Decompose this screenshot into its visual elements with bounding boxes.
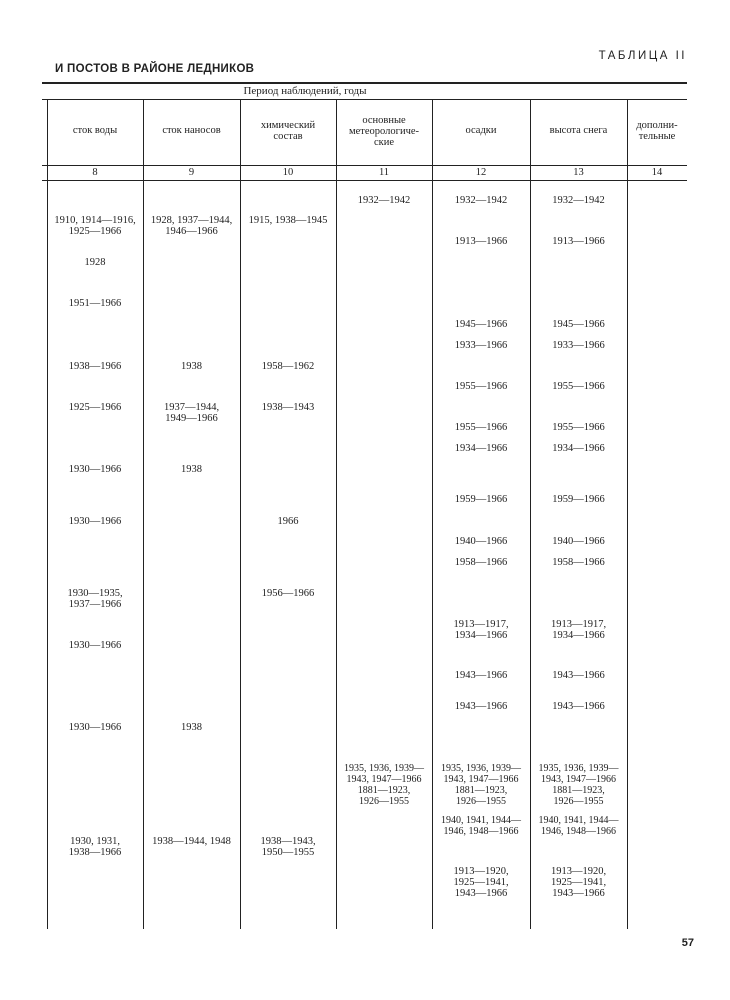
table-cell: 1938	[181, 464, 202, 475]
table-cell: 1910, 1914—1916, 1925—1966	[54, 215, 136, 237]
table-cell: 1940—1966	[454, 536, 508, 547]
table-cell: 1940, 1941, 1944— 1946, 1948—1966	[441, 815, 521, 837]
table-cell: 1940—1966	[552, 536, 605, 547]
colhead-water-runoff: сток воды	[72, 125, 118, 136]
table-cell: 1933—1966	[454, 340, 508, 351]
table-cell: 1937—1944, 1949—1966	[163, 402, 220, 424]
table-cell: 1933—1966	[552, 340, 605, 351]
period-rule	[42, 99, 687, 100]
table-cell: 1938	[181, 361, 202, 372]
table-cell: 1943—1966	[454, 670, 508, 681]
table-cell: 1955—1966	[552, 422, 605, 433]
table-cell: 1932—1942	[357, 195, 411, 206]
table-cell: 1956—1966	[261, 588, 315, 599]
colhead-sediment-runoff: сток наносов	[162, 125, 221, 136]
table-cell: 1934—1966	[454, 443, 508, 454]
table-cell: 1935, 1936, 1939— 1943, 1947—1966 1881—1923, 1926—1955	[441, 763, 521, 807]
colhead-snow-height: высота снега	[549, 125, 608, 136]
table-cell: 1958—1966	[552, 557, 605, 568]
table-cell: 1966	[277, 516, 299, 527]
table-cell: 1959—1966	[552, 494, 605, 505]
table-cell: 1938—1943	[261, 402, 315, 413]
table-cell: 1915, 1938—1945	[248, 215, 328, 226]
table-cell: 1913—1920, 1925—1941, 1943—1966	[550, 866, 607, 899]
colhead-chemical: химический состав	[260, 120, 316, 142]
table-cell: 1943—1966	[552, 701, 605, 712]
top-rule	[42, 82, 687, 84]
table-cell: 1932—1942	[552, 195, 605, 206]
colnum-10: 10	[282, 167, 294, 178]
table-cell: 1938—1943, 1950—1955	[260, 836, 316, 858]
table-cell: 1945—1966	[454, 319, 508, 330]
table-cell: 1930—1966	[68, 722, 122, 733]
page-number: 57	[681, 937, 694, 949]
table-cell: 1959—1966	[454, 494, 508, 505]
col-divider-13-14	[627, 99, 628, 929]
colnum-9: 9	[188, 167, 195, 178]
table-cell: 1930—1966	[68, 464, 122, 475]
table-cell: 1943—1966	[454, 701, 508, 712]
table-cell: 1913—1917, 1934—1966	[550, 619, 607, 641]
page-title: И ПОСТОВ В РАЙОНЕ ЛЕДНИКОВ	[55, 63, 255, 75]
colnum-12: 12	[475, 167, 487, 178]
table-cell: 1958—1966	[454, 557, 508, 568]
table-cell: 1928, 1937—1944, 1946—1966	[150, 215, 233, 237]
table-cell: 1955—1966	[454, 381, 508, 392]
colnum-14: 14	[651, 167, 663, 178]
colnum-8: 8	[92, 167, 98, 178]
table-cell: 1938—1966	[68, 361, 122, 372]
table-cell: 1935, 1936, 1939— 1943, 1947—1966 1881—1923, 1926—1955	[538, 763, 619, 807]
table-cell: 1930—1966	[68, 640, 122, 651]
colhead-meteo: основные метеорологиче- ские	[348, 115, 420, 148]
table-cell: 1938—1944, 1948	[152, 836, 231, 847]
table-cell: 1928	[84, 257, 106, 268]
table-cell: 1935, 1936, 1939— 1943, 1947—1966 1881—1923, 1926—1955	[344, 763, 424, 807]
table-cell: 1945—1966	[552, 319, 605, 330]
table-cell: 1934—1966	[552, 443, 605, 454]
number-rule	[42, 180, 687, 181]
table-cell: 1958—1962	[261, 361, 315, 372]
table-cell: 1930—1966	[68, 516, 122, 527]
table-cell: 1951—1966	[68, 298, 122, 309]
table-cell: 1913—1917, 1934—1966	[453, 619, 509, 641]
header-rule	[42, 165, 687, 166]
table-cell: 1913—1966	[454, 236, 508, 247]
table-cell: 1955—1966	[552, 381, 605, 392]
table-cell: 1932—1942	[454, 195, 508, 206]
table-cell: 1955—1966	[454, 422, 508, 433]
table-cell: 1930—1935, 1937—1966	[67, 588, 123, 610]
table-cell: 1943—1966	[552, 670, 605, 681]
colnum-13: 13	[573, 167, 584, 178]
table-number: ТАБЛИЦА II	[598, 50, 687, 62]
table-cell: 1938	[181, 722, 202, 733]
table-cell: 1930, 1931, 1938—1966	[68, 836, 122, 858]
table-cell: 1940, 1941, 1944— 1946, 1948—1966	[538, 815, 619, 837]
colhead-precipitation: осадки	[465, 125, 497, 136]
table-cell: 1913—1920, 1925—1941, 1943—1966	[453, 866, 509, 899]
period-label: Период наблюдений, годы	[243, 85, 367, 97]
colnum-11: 11	[378, 167, 390, 178]
table-cell: 1925—1966	[68, 402, 122, 413]
colhead-additional: дополни- тельные	[636, 120, 678, 142]
table-cell: 1913—1966	[552, 236, 605, 247]
